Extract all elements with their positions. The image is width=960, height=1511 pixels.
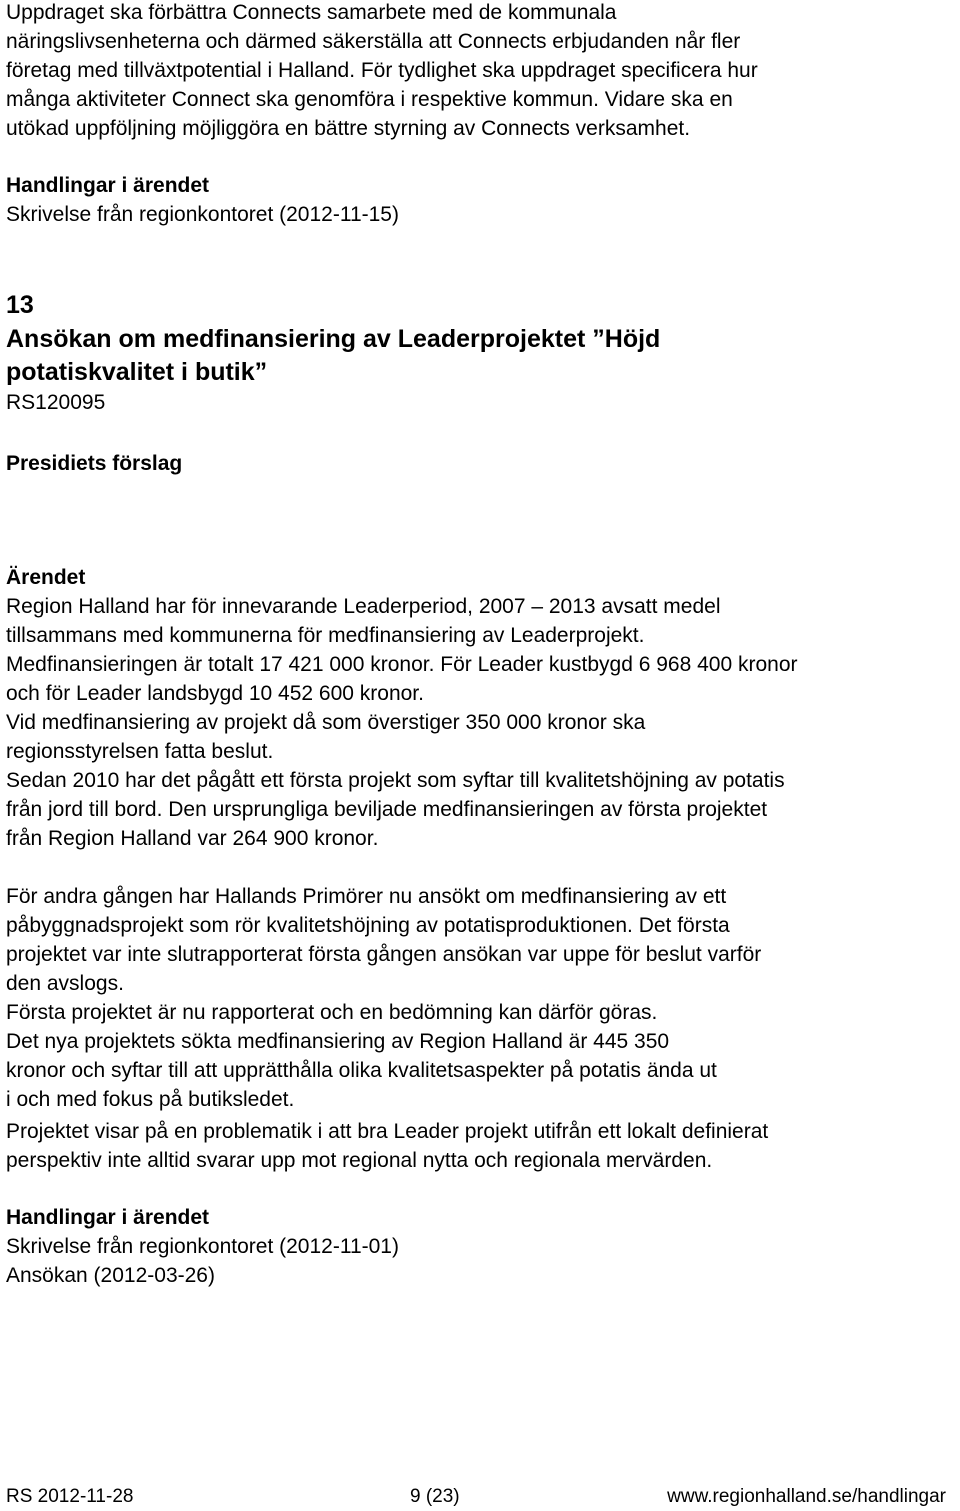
intro-line: utökad uppföljning möjliggöra en bättre styrning av Connects verksamhet. [6,117,691,140]
arendet-line: Första projektet är nu rapporterat och en bedömning kan därför göras. [6,1001,658,1024]
arendet-line: från Region Halland var 264 900 kronor. [6,827,379,850]
arendet-line: och för Leader landsbygd 10 452 600 kronor. [6,682,424,705]
intro-line: näringslivsenheterna och därmed säkerställa att Connects erbjudanden når fler [6,30,741,53]
intro-line: Uppdraget ska förbättra Connects samarbete med de kommunala [6,1,617,24]
arendet-line: regionsstyrelsen fatta beslut. [6,740,274,763]
intro-line: många aktiviteter Connect ska genomföra i respektive kommun. Vidare ska en [6,88,733,111]
arendet-line: kronor och syftar till att upprätthålla olika kvalitetsaspekter på potatis ända ut [6,1059,717,1082]
arendet-line: Region Halland har för innevarande Leaderperiod, 2007 – 2013 avsatt medel [6,595,721,618]
item-number: 13 [6,291,34,319]
item-title-line: Ansökan om medfinansiering av Leaderprojektet ”Höjd [6,325,661,353]
arendet-line: perspektiv inte alltid svarar upp mot regional nytta och regionala mervärden. [6,1149,713,1172]
handling-item: Ansökan (2012-03-26) [6,1264,215,1287]
arendet-line: projektet var inte slutrapporterat första gången ansökan var uppe för beslut varför [6,943,762,966]
item-title-line: potatiskvalitet i butik” [6,358,268,386]
item-reference: RS120095 [6,391,106,414]
handling-item: Skrivelse från regionkontoret (2012-11-15) [6,203,399,226]
arendet-line: i och med fokus på butiksledet. [6,1088,295,1111]
footer-url-link[interactable]: www.regionhalland.se/handlingar [667,1486,946,1507]
arendet-line: den avslogs. [6,972,124,995]
handlingar-heading: Handlingar i ärendet [6,174,210,197]
handlingar-heading: Handlingar i ärendet [6,1206,210,1229]
arendet-line: Projektet visar på en problematik i att bra Leader projekt utifrån ett lokalt definierat [6,1120,769,1143]
arendet-heading: Ärendet [6,566,86,589]
handling-item: Skrivelse från regionkontoret (2012-11-01) [6,1235,399,1258]
arendet-line: Medfinansieringen är totalt 17 421 000 kronor. För Leader kustbygd 6 968 400 kronor [6,653,798,676]
arendet-line: Sedan 2010 har det pågått ett första projekt som syftar till kvalitetshöjning av potatis [6,769,785,792]
arendet-line: från jord till bord. Den ursprungliga beviljade medfinansieringen av första projektet [6,798,768,821]
presidiets-forslag-heading: Presidiets förslag [6,452,183,475]
arendet-line: Det nya projektets sökta medfinansiering av Region Halland är 445 350 [6,1030,670,1053]
arendet-line: påbyggnadsprojekt som rör kvalitetshöjning av potatisproduktionen. Det första [6,914,730,937]
intro-line: företag med tillväxtpotential i Halland. För tydlighet ska uppdraget specificera hur [6,59,758,82]
footer-page-number: 9 (23) [410,1486,460,1507]
arendet-line: Vid medfinansiering av projekt då som överstiger 350 000 kronor ska [6,711,646,734]
footer-date: RS 2012-11-28 [6,1486,134,1507]
arendet-line: För andra gången har Hallands Primörer nu ansökt om medfinansiering av ett [6,885,727,908]
arendet-line: tillsammans med kommunerna för medfinansiering av Leaderprojekt. [6,624,645,647]
